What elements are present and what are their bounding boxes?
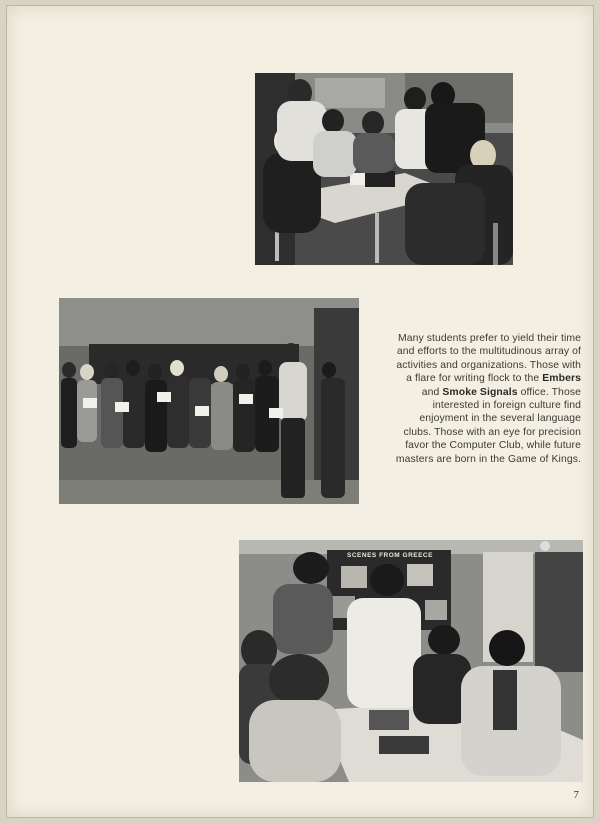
- caption-smoke-signals: Smoke Signals: [442, 386, 518, 398]
- photo-language-club: [59, 298, 359, 504]
- bulletin-board-title: SCENES FROM GREECE: [347, 552, 433, 559]
- caption-embers: Embers: [542, 373, 581, 385]
- caption-text-part-3: office. Those interested in foreign culture find enjoyment in the several language clubs. Those with an eye for precision favor the Computer Club, while future masters are born in the Game of Kings.: [395, 386, 581, 465]
- caption-text-part-1: Many students prefer to yield their time and efforts to the multitudinous array of activities and organizations. Those with a flare for writing flock to the: [396, 333, 581, 385]
- photo-writing-staff: [255, 73, 513, 265]
- page-number: 7: [573, 789, 579, 801]
- photo-classroom-scenes-from-greece: [239, 540, 583, 782]
- yearbook-page: [6, 5, 594, 818]
- caption-text-part-2: and: [421, 386, 443, 398]
- caption-text: [391, 332, 581, 466]
